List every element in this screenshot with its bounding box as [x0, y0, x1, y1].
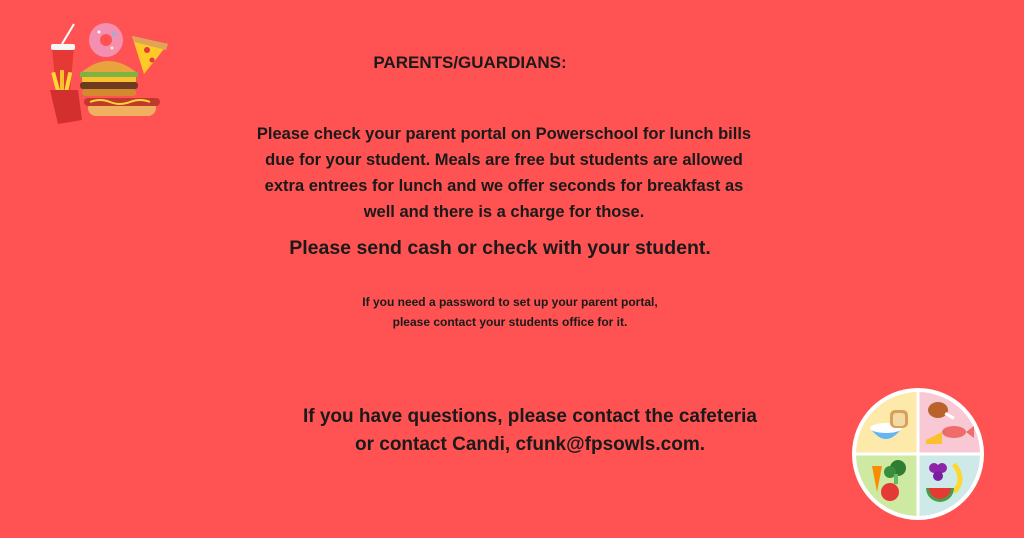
protein-quadrant — [918, 392, 980, 454]
paragraph-line: or contact Candi, cfunk@fpsowls.com. — [354, 434, 705, 455]
contact-info — [270, 403, 790, 459]
paragraph-line: Please check your parent portal on Powerschool for lunch bills — [256, 125, 752, 143]
grains-quadrant — [856, 392, 918, 454]
paragraph-line: please contact your students office for it. — [392, 315, 628, 329]
fruits-quadrant — [918, 454, 980, 516]
heading: PARENTS/GUARDIANS: — [373, 53, 567, 72]
donut-icon — [89, 23, 123, 57]
portal-notice-paragraph — [224, 121, 784, 225]
paragraph-line: If you have questions, please contact the cafeteria — [302, 406, 758, 427]
bread-icon — [890, 410, 908, 428]
hot-dog-icon — [84, 98, 160, 116]
password-note — [300, 292, 720, 332]
pizza-slice-icon — [132, 36, 168, 74]
food-group-plate-illustration — [842, 388, 994, 520]
paragraph-line: due for your student. Meals are free but students are allowed — [265, 151, 743, 169]
burger-icon — [80, 61, 138, 96]
payment-instruction: Please send cash or check with your student. — [289, 237, 711, 259]
tomato-icon — [881, 483, 899, 501]
paragraph-line: If you need a password to set up your parent portal, — [362, 295, 658, 309]
paragraph-line: well and there is a charge for those. — [363, 203, 645, 221]
fast-food-illustration — [44, 20, 169, 132]
paragraph-line: extra entrees for lunch and we offer seconds for breakfast as — [264, 177, 744, 195]
